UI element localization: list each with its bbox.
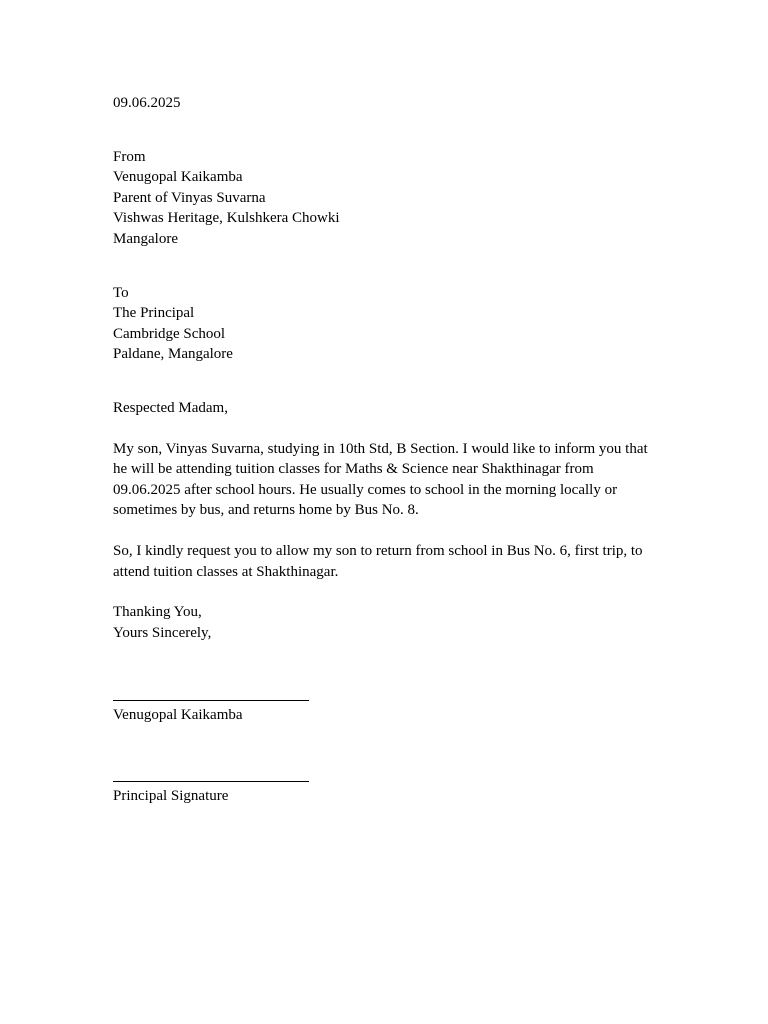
sender-city: Mangalore (113, 230, 178, 247)
sender-street: Vishwas Heritage, Kulshkera Chowki (113, 210, 340, 227)
recipient-title: The Principal (113, 305, 195, 322)
principal-signature-block (113, 781, 673, 807)
recipient-address (113, 283, 673, 365)
closing (113, 602, 673, 643)
paragraph-line: he will be attending tuition classes for Maths & Science near Shakthinagar from (113, 461, 594, 478)
paragraph-line: So, I kindly request you to allow my son to return from school in Bus No. 6, first trip, to (113, 542, 643, 559)
body-paragraph-1 (113, 439, 673, 521)
paragraph-line: sometimes by bus, and returns home by Bus No. 8. (113, 502, 419, 519)
recipient-city: Paldane, Mangalore (113, 346, 233, 363)
closing-sincerely: Yours Sincerely, (113, 624, 212, 641)
principal-signature-label: Principal Signature (113, 787, 229, 804)
parent-signature-block (113, 700, 673, 726)
date-text: 09.06.2025 (113, 95, 181, 111)
salutation (113, 398, 673, 419)
paragraph-line: attend tuition classes at Shakthinagar. (113, 563, 339, 580)
parent-signature-name: Venugopal Kaikamba (113, 707, 243, 724)
letter-page (113, 93, 673, 806)
closing-thanks: Thanking You, (113, 604, 202, 621)
sender-name: Venugopal Kaikamba (113, 169, 243, 186)
principal-signature-line (113, 781, 309, 782)
sender-address (113, 147, 673, 250)
from-label: From (113, 148, 146, 165)
sender-relation: Parent of Vinyas Suvarna (113, 189, 266, 206)
letter-date (113, 93, 673, 114)
parent-signature-line (113, 700, 309, 701)
salutation-text: Respected Madam, (113, 399, 228, 416)
recipient-school: Cambridge School (113, 325, 226, 342)
paragraph-line: My son, Vinyas Suvarna, studying in 10th Std, B Section. I would like to inform you that (113, 440, 648, 457)
body-paragraph-2 (113, 541, 673, 582)
paragraph-line: 09.06.2025 after school hours. He usually comes to school in the morning locally or (113, 481, 618, 498)
to-label: To (113, 284, 129, 301)
